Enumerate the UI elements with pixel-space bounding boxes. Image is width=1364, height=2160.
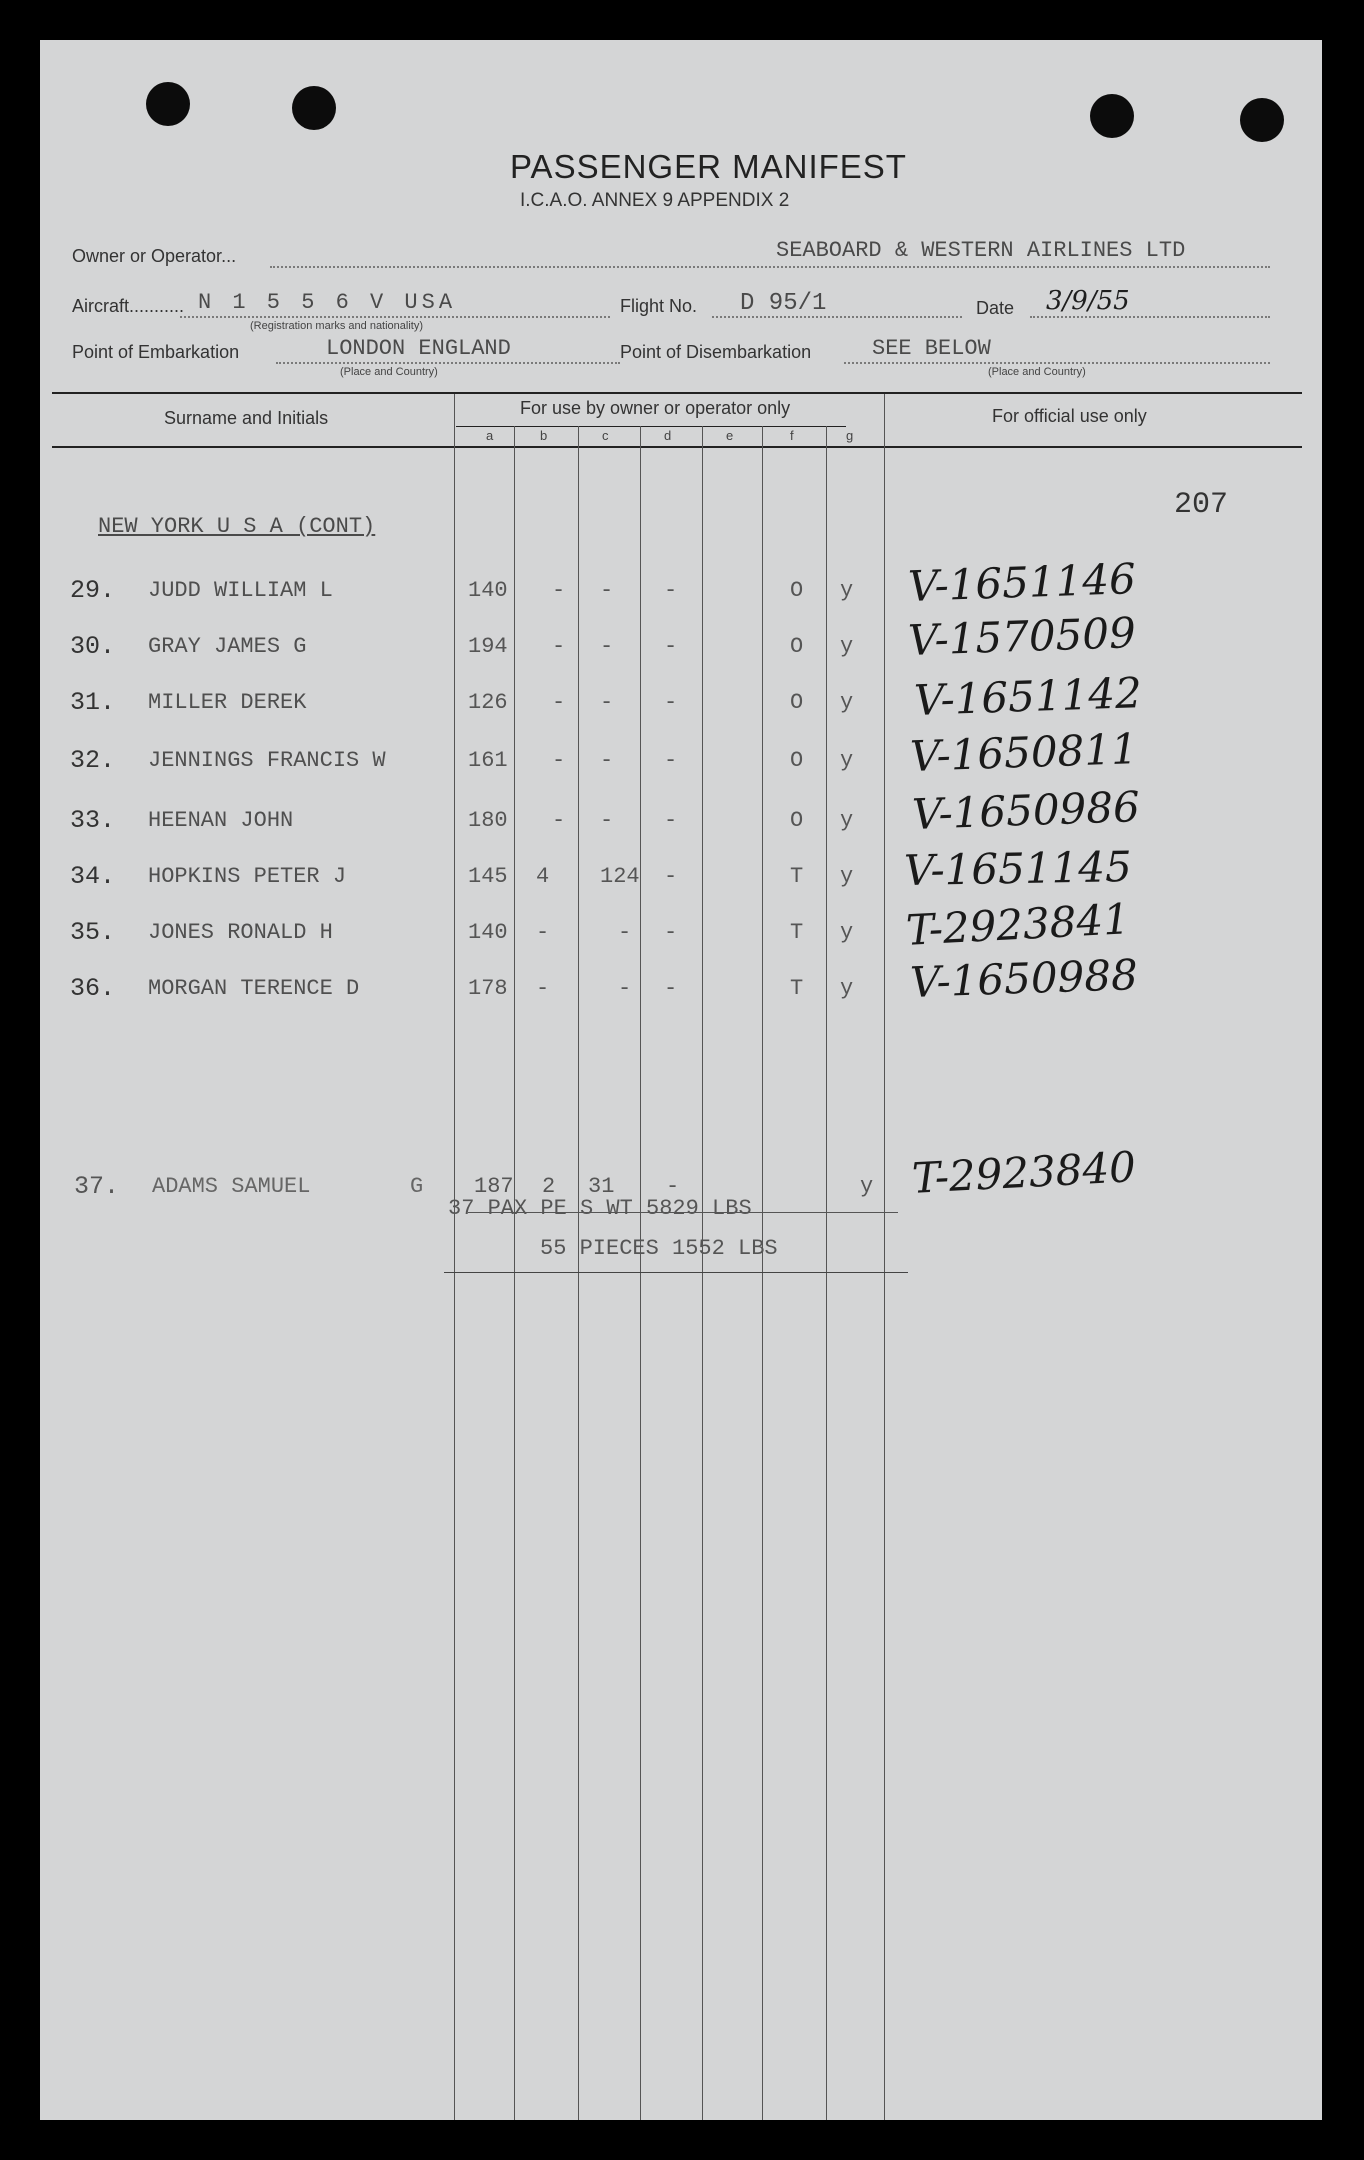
aircraft-label: Aircraft........... (72, 296, 185, 316)
cell-f: O (790, 690, 804, 715)
subcol-d: d (664, 428, 672, 443)
cell-a: 140 (468, 578, 508, 603)
page-subtitle: I.C.A.O. ANNEX 9 APPENDIX 2 (520, 190, 790, 211)
cell-b: 4 (536, 864, 550, 889)
cell-d: - (664, 690, 678, 715)
totals-line-1: 37 PAX PE S WT 5829 LBS (448, 1196, 752, 1221)
column-rule (514, 426, 515, 2120)
row-number: 30. (70, 632, 116, 661)
manifest-sheet (40, 40, 1322, 2120)
punch-hole (1240, 98, 1284, 142)
subcol-a: a (486, 428, 494, 443)
table-row (40, 842, 1322, 906)
cell-g: y (840, 864, 854, 889)
subcol-b: b (540, 428, 548, 443)
column-rule (826, 426, 827, 2120)
totals-bottom-rule (444, 1272, 908, 1273)
cell-a: 194 (468, 634, 508, 659)
cell-c: - (600, 634, 614, 659)
cell-d: - (664, 864, 678, 889)
col-header-name: Surname and Initials (164, 408, 329, 428)
cell-d: - (664, 920, 678, 945)
owner-line (270, 266, 1270, 268)
row-number: 32. (70, 746, 116, 775)
column-rule (640, 426, 641, 2120)
column-rule (702, 426, 703, 2120)
official-number: V-1650986 (911, 782, 1141, 839)
row-number: 29. (70, 576, 116, 605)
cell-a: 126 (468, 690, 508, 715)
cell-b: - (552, 690, 566, 715)
cell-c: - (600, 690, 614, 715)
official-number: T-2923840 (910, 1142, 1137, 1203)
flight-line (712, 316, 962, 318)
page-number: 207 (1174, 488, 1229, 522)
cell-a: 178 (468, 976, 508, 1001)
cell-f: O (790, 578, 804, 603)
cell-c: - (618, 920, 632, 945)
punch-hole (146, 82, 190, 126)
embark-label: Point of Embarkation (72, 342, 240, 362)
passenger-name: JONES RONALD H (148, 920, 333, 945)
row-number: 36. (70, 974, 116, 1003)
cell-g: y (860, 1174, 874, 1199)
cell-a: 161 (468, 748, 508, 773)
disembark-value: SEE BELOW (872, 336, 991, 361)
cell-d: - (664, 808, 678, 833)
totals-line-2: 55 PIECES 1552 LBS (540, 1236, 778, 1261)
cell-f: T (790, 976, 804, 1001)
table-row (40, 950, 1322, 1018)
official-number: V-1651146 (907, 554, 1137, 611)
cell-g: y (840, 920, 854, 945)
passenger-name: MORGAN TERENCE D (148, 976, 360, 1001)
cell-d: - (664, 976, 678, 1001)
passenger-name: HEENAN JOHN (148, 808, 294, 833)
official-number: V-1651142 (913, 668, 1143, 725)
col-header-owner: For use by owner or operator only (520, 398, 791, 418)
table-top-rule (52, 392, 1302, 394)
cell-b: 2 (542, 1174, 556, 1199)
cell-f: O (790, 634, 804, 659)
subcol-g: g (846, 428, 854, 443)
cell-b: - (552, 748, 566, 773)
date-label: Date (976, 298, 1015, 318)
cell-f: O (790, 808, 804, 833)
cell-f: O (790, 748, 804, 773)
passenger-name: HOPKINS PETER J (148, 864, 347, 889)
date-line (1030, 316, 1270, 318)
date-value: 3/9/55 (1046, 286, 1130, 316)
passenger-name: GRAY JAMES G (148, 634, 307, 659)
cell-a: 145 (468, 864, 508, 889)
cell-c: - (600, 808, 614, 833)
official-number: V-1570509 (907, 608, 1137, 665)
official-number: V-1650811 (909, 724, 1139, 781)
cell-a: 140 (468, 920, 508, 945)
cell-g: y (840, 808, 854, 833)
passenger-name: ADAMS SAMUEL (152, 1174, 311, 1199)
subcol-e: e (726, 428, 734, 443)
row-number: 33. (70, 806, 116, 835)
row-number: 35. (70, 918, 116, 947)
embark-note: (Place and Country) (340, 366, 438, 378)
cell-b: - (536, 920, 550, 945)
cell-d: - (664, 748, 678, 773)
cell-d: - (664, 578, 678, 603)
row-number: 34. (70, 862, 116, 891)
owner-value: SEABOARD & WESTERN AIRLINES LTD (776, 238, 1186, 263)
cell-g: y (840, 634, 854, 659)
cell-c: - (600, 748, 614, 773)
row-number: 37. (74, 1172, 120, 1201)
cell-f: T (790, 920, 804, 945)
cell-c: - (618, 976, 632, 1001)
cell-g: y (840, 976, 854, 1001)
cell-g: y (840, 578, 854, 603)
col-header-official: For official use only (992, 406, 1147, 426)
cell-d: - (664, 634, 678, 659)
passenger-initial: G (410, 1174, 424, 1199)
cell-g: y (840, 690, 854, 715)
cell-b: - (552, 808, 566, 833)
official-number: T-2923841 (904, 894, 1131, 955)
owner-label: Owner or Operator... (72, 246, 237, 266)
disembark-line (844, 362, 1270, 364)
cell-c: 31 (588, 1174, 615, 1199)
passenger-name: JUDD WILLIAM L (148, 578, 333, 603)
subcol-c: c (602, 428, 609, 443)
cell-f: T (790, 864, 804, 889)
flight-label: Flight No. (620, 296, 698, 316)
cell-c: - (600, 578, 614, 603)
cell-d: - (666, 1174, 680, 1199)
cell-g: y (840, 748, 854, 773)
column-rule (578, 426, 579, 2120)
page-title: PASSENGER MANIFEST (510, 148, 907, 185)
table-header-rule (52, 446, 1302, 448)
subcol-f: f (790, 428, 794, 443)
aircraft-value: N 1 5 5 6 V USA (198, 290, 457, 315)
embark-value: LONDON ENGLAND (326, 336, 511, 361)
cell-b: - (552, 634, 566, 659)
row-number: 31. (70, 688, 116, 717)
passenger-name: JENNINGS FRANCIS W (148, 748, 386, 773)
section-heading: NEW YORK U S A (CONT) (98, 514, 376, 539)
flight-value: D 95/1 (740, 290, 827, 317)
column-rule (762, 426, 763, 2120)
punch-hole (1090, 94, 1134, 138)
passenger-name: MILLER DEREK (148, 690, 307, 715)
cell-b: - (536, 976, 550, 1001)
aircraft-line (180, 316, 610, 318)
embark-line (276, 362, 620, 364)
official-number: V-1651145 (903, 842, 1133, 895)
punch-hole (292, 86, 336, 130)
disembark-label: Point of Disembarkation (620, 342, 812, 362)
cell-a: 187 (474, 1174, 514, 1199)
cell-a: 180 (468, 808, 508, 833)
cell-c: 124 (600, 864, 640, 889)
aircraft-note: (Registration marks and nationality) (250, 320, 424, 332)
official-number: V-1650988 (909, 950, 1139, 1007)
disembark-note: (Place and Country) (988, 366, 1086, 378)
cell-b: - (552, 578, 566, 603)
